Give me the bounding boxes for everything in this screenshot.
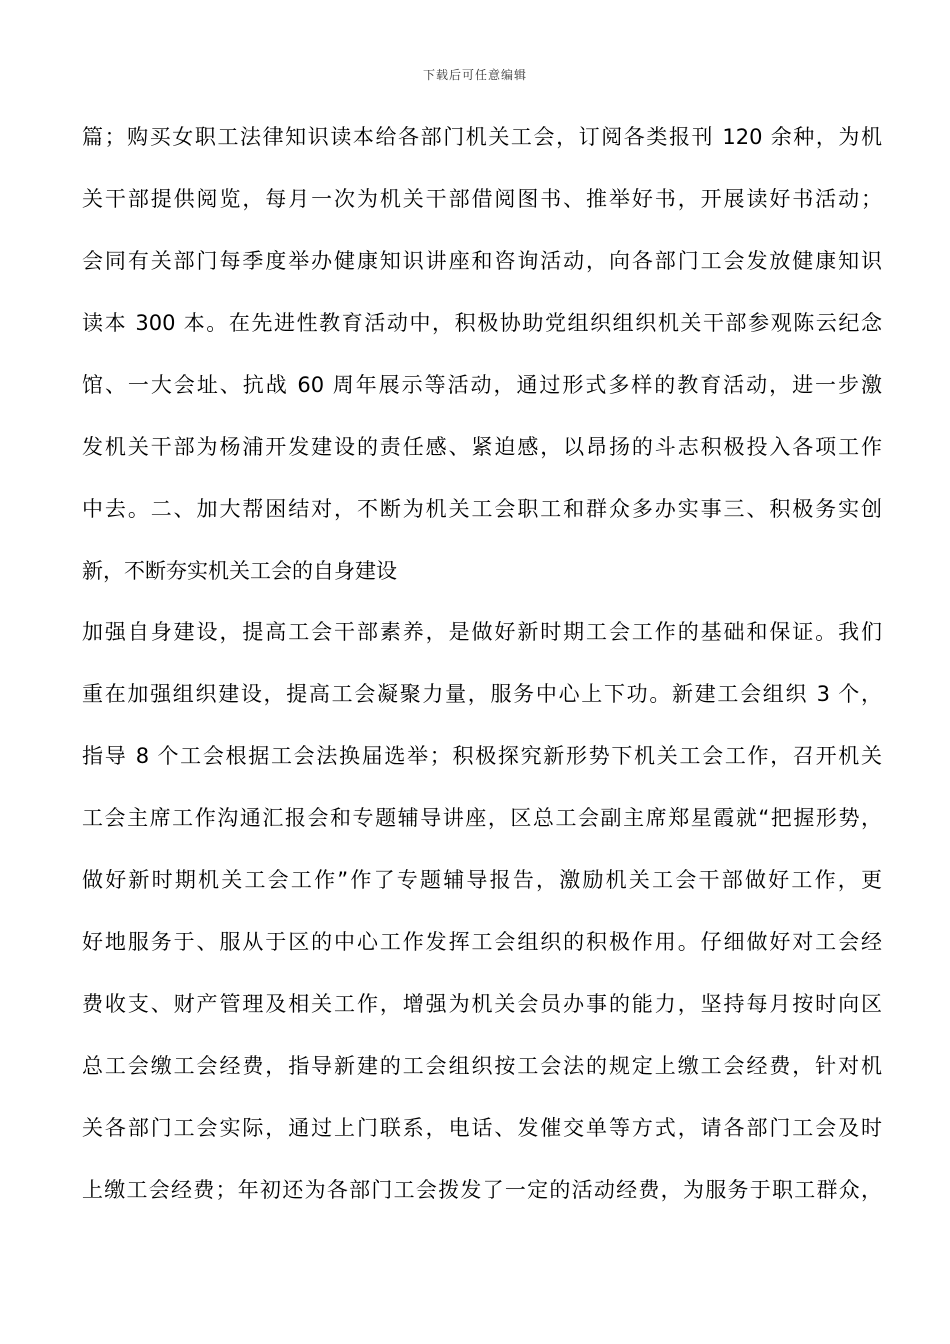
text-line: 指导 8 个工会根据工会法换届选举；积极探究新形势下机关工会工作，召开机关 xyxy=(82,744,882,768)
text-line: 做好新时期机关工会工作”作了专题辅导报告，激励机关工会干部做好工作，更 xyxy=(82,868,882,892)
paragraph-1 xyxy=(82,106,882,602)
page-header: 下载后可任意编辑 xyxy=(422,68,527,82)
text-line: 新，不断夯实机关工会的自身建设 xyxy=(82,559,397,583)
text-line: 读本 300 本。在先进性教育活动中，积极协助党组织组织机关干部参观陈云纪念 xyxy=(82,311,882,335)
text-line: 上缴工会经费；年初还为各部门工会拨发了一定的活动经费，为服务于职工群众， xyxy=(82,1178,882,1202)
text-line: 工会主席工作沟通汇报会和专题辅导讲座，区总工会副主席郑星霞就“把握形势， xyxy=(82,806,882,830)
text-line: 中去。二、加大帮困结对，不断为机关工会职工和群众多办实事三、积极务实创 xyxy=(82,497,882,521)
text-line: 会同有关部门每季度举办健康知识讲座和咨询活动，向各部门工会发放健康知识 xyxy=(82,249,882,273)
text-line: 关各部门工会实际，通过上门联系，电话、发催交单等方式，请各部门工会及时 xyxy=(82,1116,882,1140)
text-line: 费收支、财产管理及相关工作，增强为机关会员办事的能力，坚持每月按时向区 xyxy=(82,992,882,1016)
text-line: 发机关干部为杨浦开发建设的责任感、紧迫感，以昂扬的斗志积极投入各项工作 xyxy=(82,435,882,459)
text-line: 好地服务于、服从于区的中心工作发挥工会组织的积极作用。仔细做好对工会经 xyxy=(82,930,882,954)
text-line: 加强自身建设，提高工会干部素养，是做好新时期工会工作的基础和保证。我们 xyxy=(82,620,882,644)
text-line: 总工会缴工会经费，指导新建的工会组织按工会法的规定上缴工会经费，针对机 xyxy=(82,1054,882,1078)
text-line: 馆、一大会址、抗战 60 周年展示等活动，通过形式多样的教育活动，进一步激 xyxy=(82,373,882,397)
text-line: 关干部提供阅览，每月一次为机关干部借阅图书、推举好书，开展读好书活动； xyxy=(82,187,882,211)
text-line: 篇；购买女职工法律知识读本给各部门机关工会，订阅各类报刊 120 余种，为机 xyxy=(82,125,882,149)
text-line: 重在加强组织建设，提高工会凝聚力量，服务中心上下功。新建工会组织 3 个， xyxy=(82,682,882,706)
paragraph-2 xyxy=(82,601,882,1221)
